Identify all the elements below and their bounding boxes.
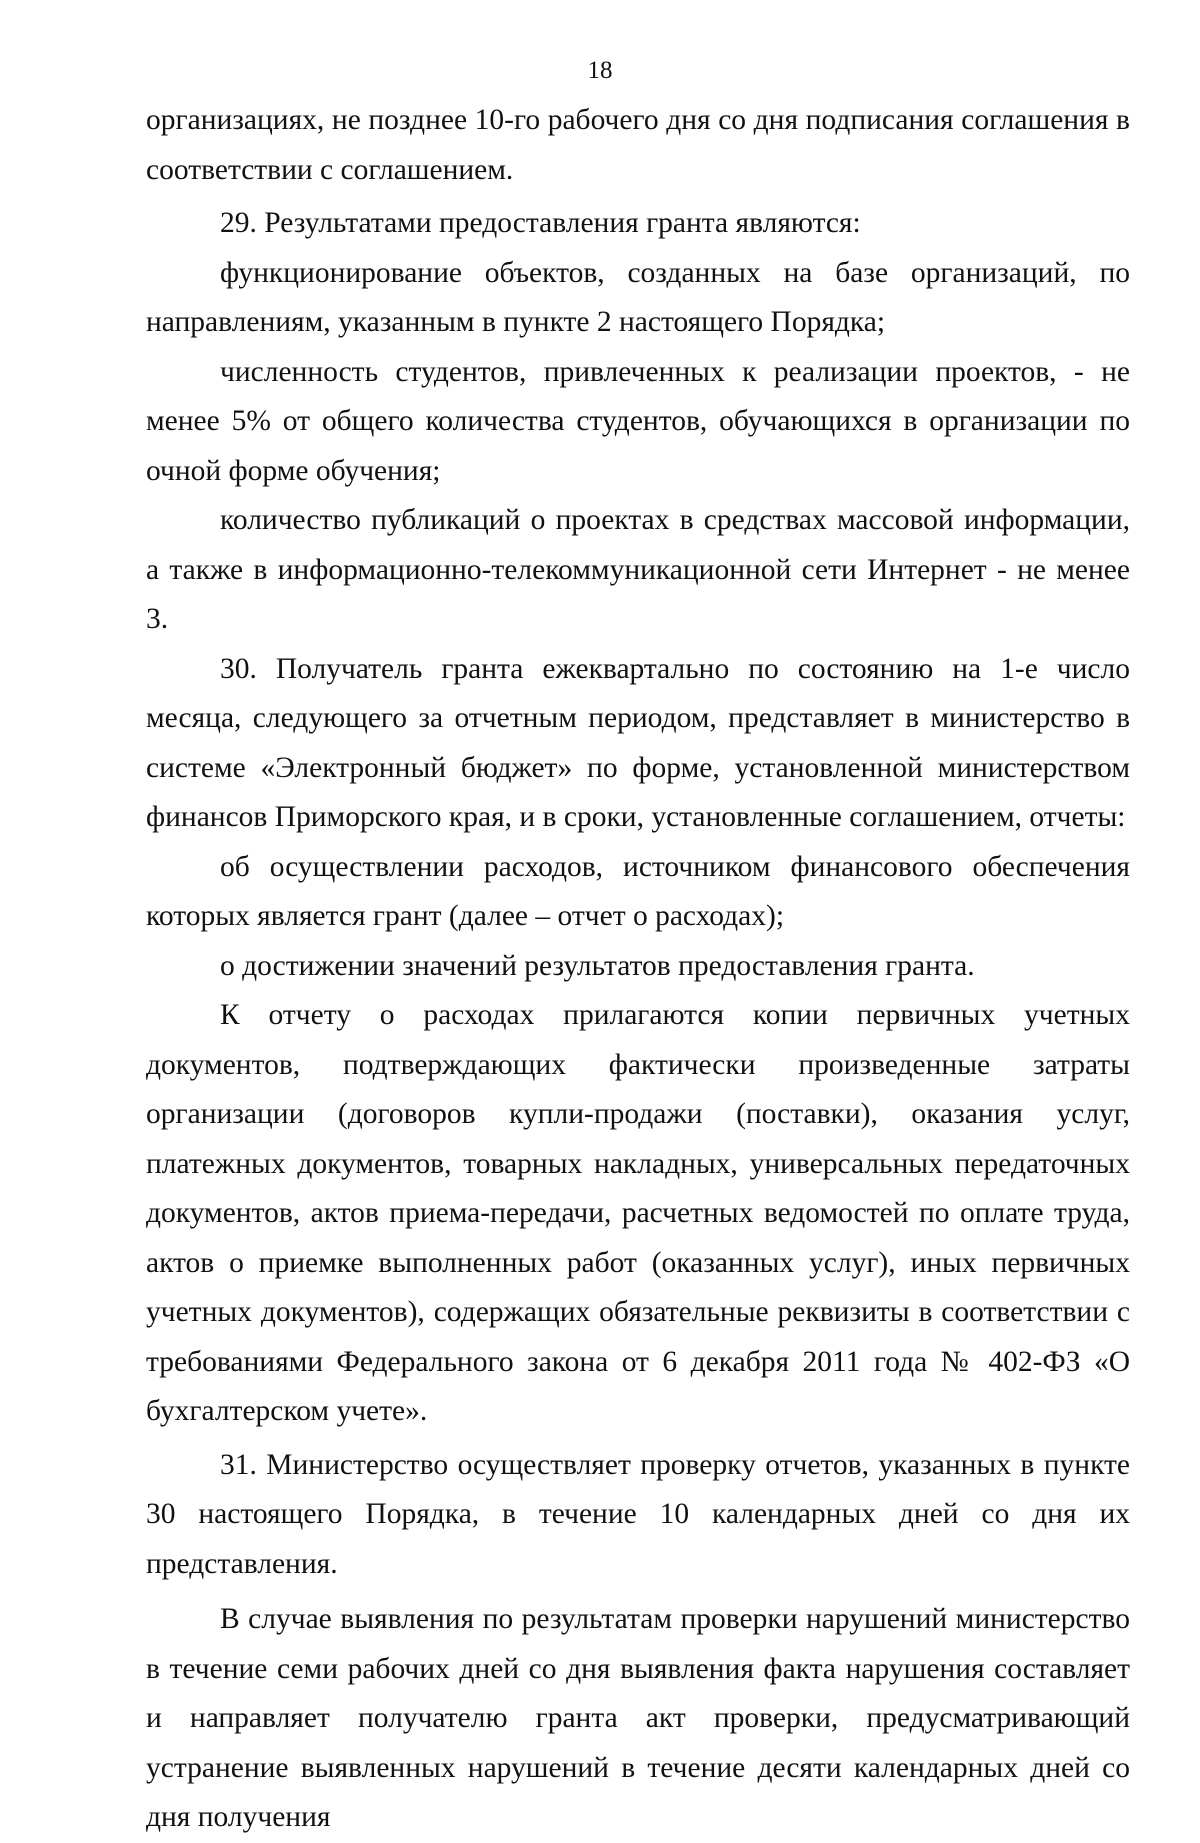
paragraph-violations: В случае выявления по результатам проверки нарушений министерство в течение семи рабочих дней со дня выявления факта нарушения составляет и направляет получателю гранта акт проверки, предусматривающий устранение выявленных нарушений в течение десяти календарных дней со дня получения xyxy=(146,1603,1130,1833)
paragraph-result-functioning: функционирование объектов, созданных на базе организаций, по направлениям, указанным в пункте 2 настоящего Порядка; xyxy=(146,256,1130,338)
document-body xyxy=(146,96,1130,1843)
paragraph-report-attachments: К отчету о расходах прилагаются копии первичных учетных документов, подтверждающих фактически произведенные затраты организации (договоров купли-продажи (поставки), оказания услуг, платежных документов, товарных накладных, универсальных передаточных документов, актов приема-передачи, расчетных ведомостей по оплате труда, актов о приемке выполненных работ (оказанных услуг), иных первичных учетных документов), содержащих обязательные реквизиты в соответствии с требованиями Федерального закона от 6 декабря 2011 года № 402-ФЗ «О бухгалтерском учете». xyxy=(146,999,1130,1427)
paragraph-result-publications: количество публикаций о проектах в средствах массовой информации, а также в информационно-телекоммуникационной сети Интернет - не менее 3. xyxy=(146,504,1130,635)
paragraph-result-students: численность студентов, привлеченных к реализации проектов, - не менее 5% от общего количества студентов, обучающихся в организации по очной форме обучения; xyxy=(146,355,1130,487)
paragraph-continuation: организациях, не позднее 10-го рабочего дня со дня подписания соглашения в соответствии с соглашением. xyxy=(146,104,1130,186)
paragraph-report-expenses: об осуществлении расходов, источником финансового обеспечения которых является грант (далее – отчет о расходах); xyxy=(146,850,1130,932)
paragraph-report-results: о достижении значений результатов предоставления гранта. xyxy=(220,949,975,982)
paragraph-31: 31. Министерство осуществляет проверку отчетов, указанных в пункте 30 настоящего Порядка, в течение 10 календарных дней со дня их представления. xyxy=(146,1448,1130,1580)
paragraph-30: 30. Получатель гранта ежеквартально по состоянию на 1-е число месяца, следующего за отчетным периодом, представляет в министерство в системе «Электронный бюджет» по форме, установленной министерством финансов Приморского края, и в сроки, установленные соглашением, отчеты: xyxy=(146,652,1130,833)
paragraph-29-heading: 29. Результатами предоставления гранта являются: xyxy=(220,207,861,239)
page-number: 18 xyxy=(587,57,613,84)
